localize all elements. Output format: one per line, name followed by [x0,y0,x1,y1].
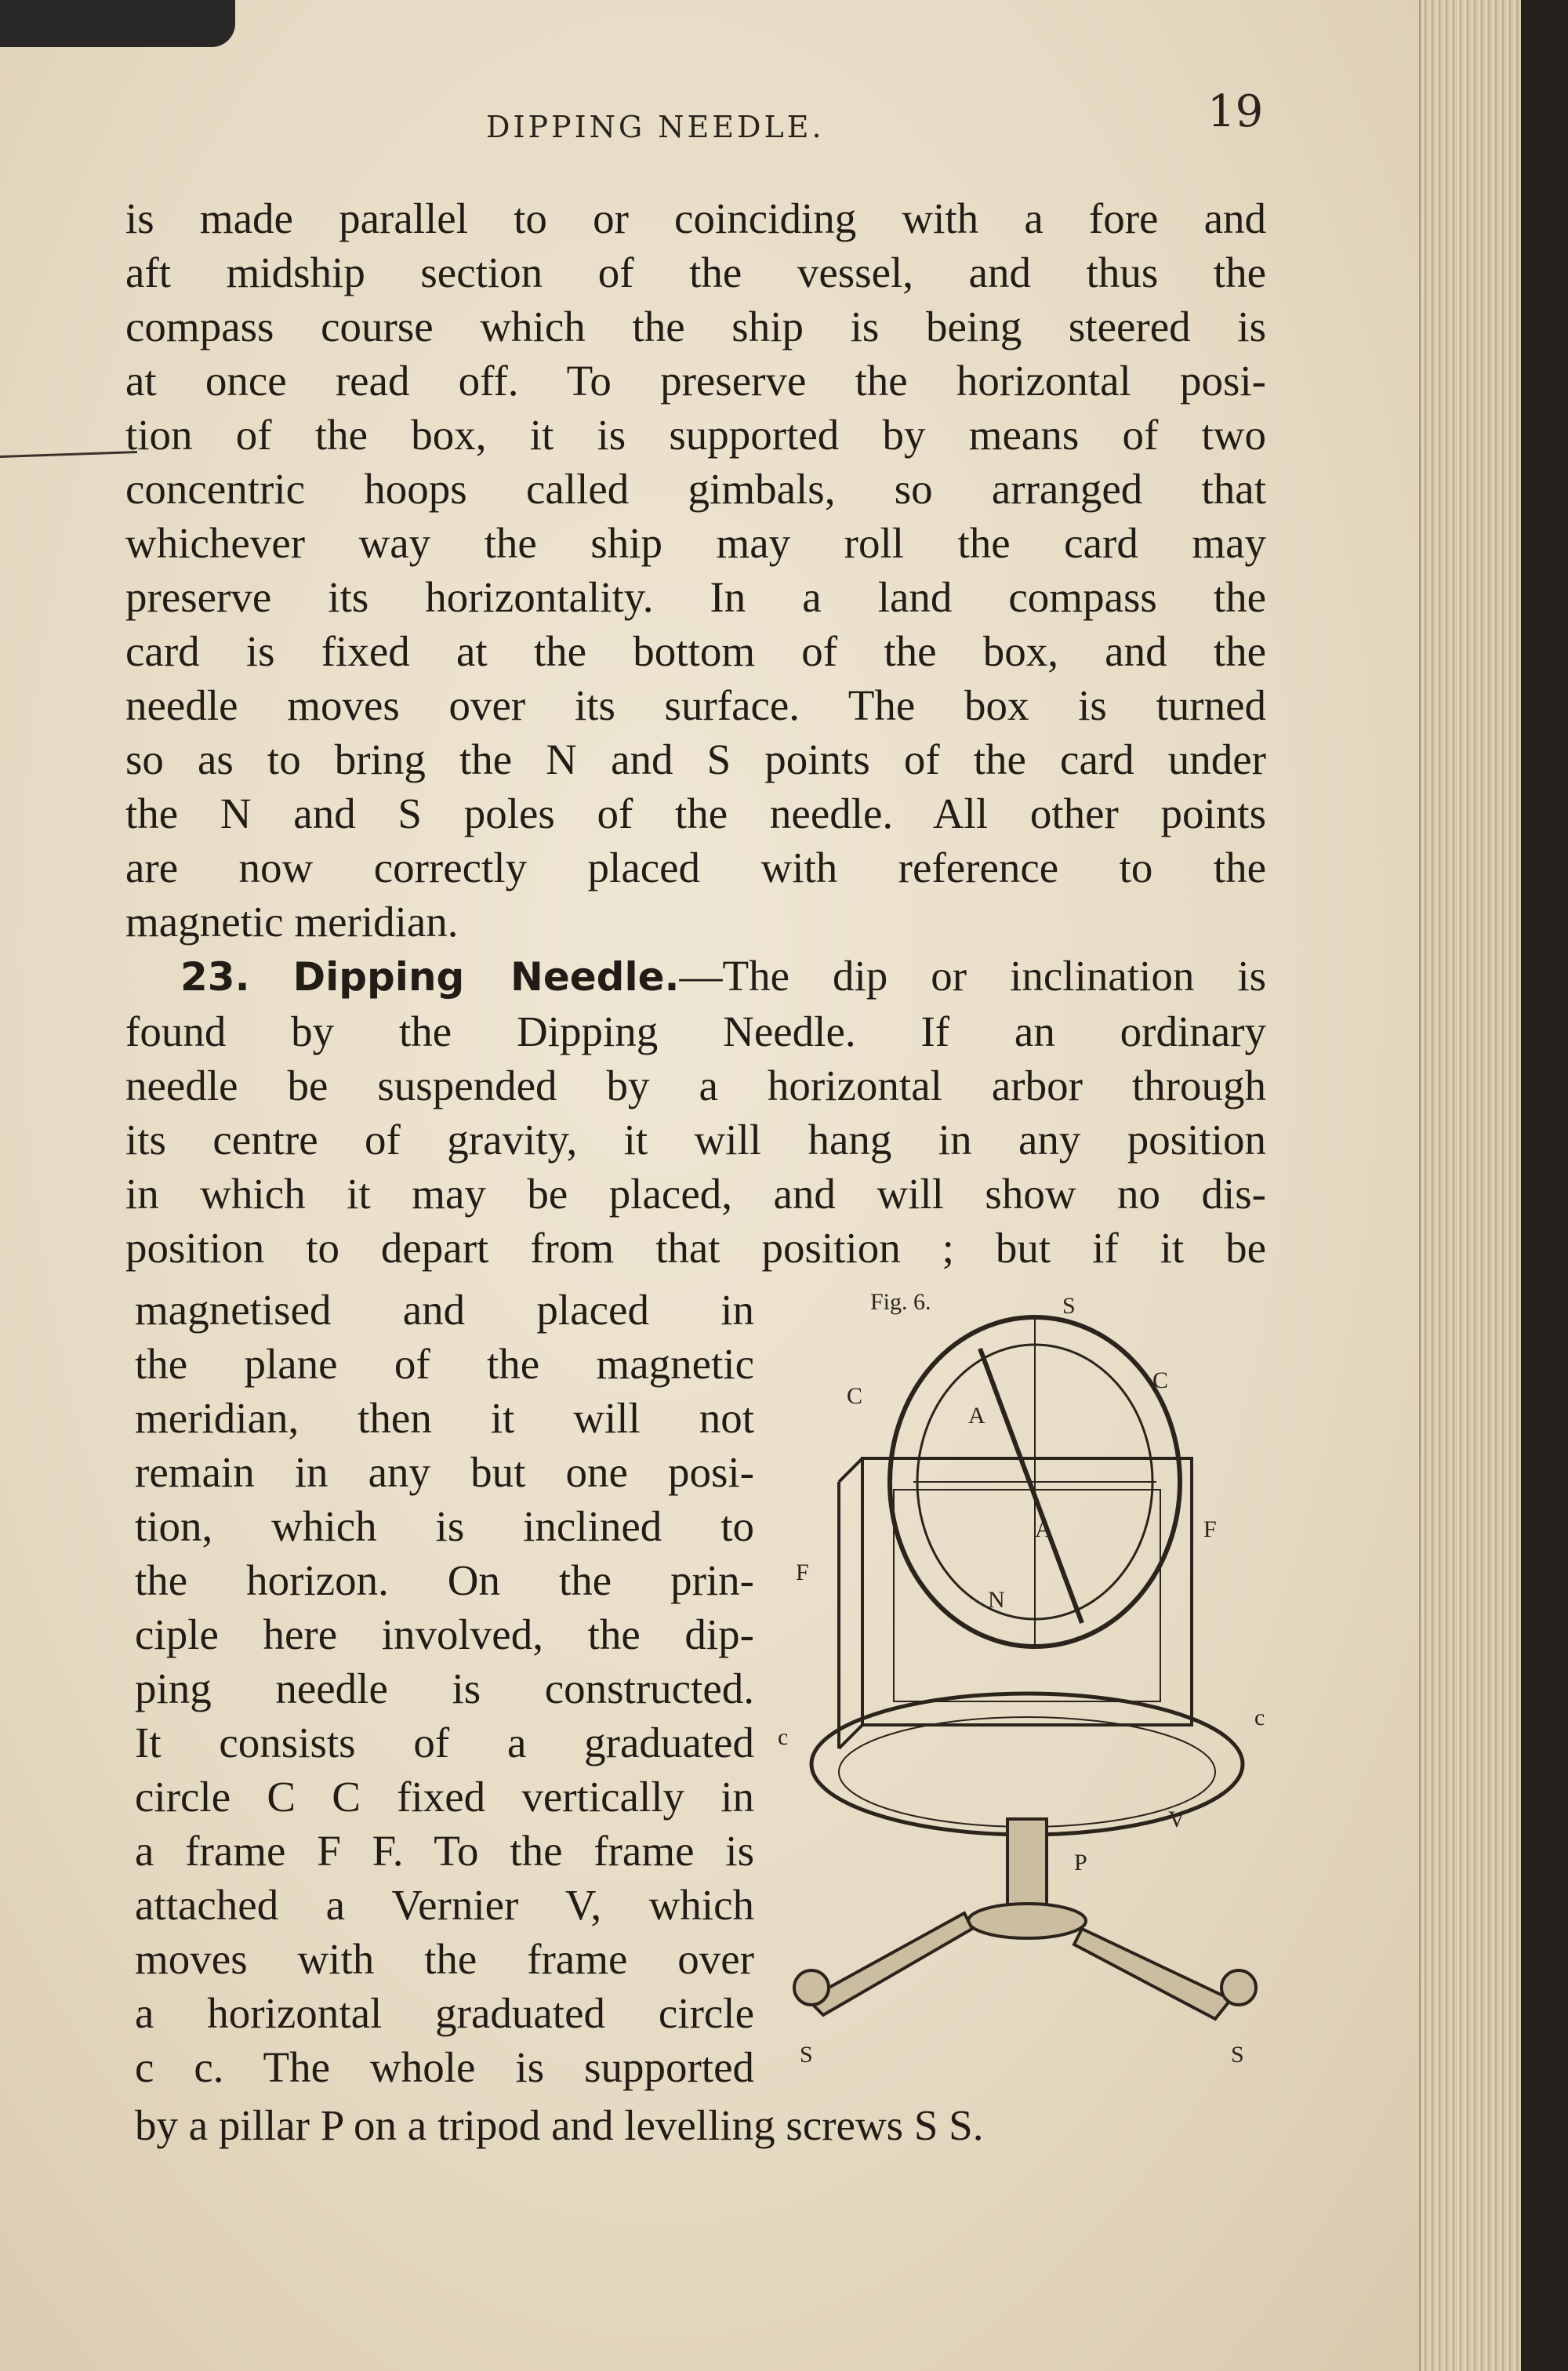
text-line: preserve its horizontality. In a land compass the [125,573,1266,621]
figure-label: F [1203,1516,1217,1542]
text-line: meridian, then it will not [135,1394,754,1442]
figure-label: P [1074,1850,1087,1875]
vertical-graduated-circle [890,1317,1180,1647]
text-line: are now correctly placed with reference to the [125,844,1266,891]
figure-label: C [847,1383,863,1409]
text-line: at once read off. To preserve the horizontal posi- [125,357,1266,405]
section-number: 23. [180,954,250,1000]
text-line: ciple here involved, the dip- [135,1610,754,1658]
figure-label: c [1254,1705,1265,1730]
text-line: the horizon. On the prin- [135,1556,754,1604]
section-heading: Dipping Needle. [292,954,680,1000]
section-first-line: —The dip or inclination is [679,952,1267,1000]
text-line: moves with the frame over [135,1935,754,1983]
section-heading-line [125,949,1266,1004]
text-line: position to depart from that position ; but if it be [125,1224,1266,1272]
text-line: aft midship section of the vessel, and thus the [125,249,1266,296]
text-line: whichever way the ship may roll the card may [125,519,1266,567]
text-line: remain in any but one posi- [135,1448,754,1496]
figure-label: F [796,1559,809,1585]
text-line: ping needle is constructed. [135,1665,754,1712]
text-line: found by the Dipping Needle. If an ordinary [125,1008,1266,1055]
text-line: It consists of a graduated [135,1719,754,1766]
text-line: a frame F F. To the frame is [135,1827,754,1875]
figure-label: A [1035,1516,1052,1542]
figure-label: A [968,1403,985,1429]
text-line: its centre of gravity, it will hang in any position [125,1116,1266,1164]
text-line: c c. The whole is supported [135,2043,754,2091]
wrapped-column [135,1283,754,2094]
figure-label: c [778,1724,789,1750]
text-line: concentric hoops called gimbals, so arranged that [125,465,1266,513]
text-line: is made parallel to or coinciding with a fore and [125,194,1266,242]
text-line: a horizontal graduated circle [135,1989,754,2037]
figure-label: S [800,2042,813,2068]
page-number: 19 [1207,86,1264,137]
figure-label: S [1231,2042,1244,2068]
pillar-and-tripod [794,1819,1256,2019]
figure-label: C [1152,1367,1169,1393]
dipping-needle-figure [776,1278,1294,2078]
text-line: card is fixed at the bottom of the box, and the [125,627,1266,675]
text-line: needle moves over its surface. The box is turned [125,681,1266,729]
text-line: attached a Vernier V, which [135,1881,754,1929]
text-line: in which it may be placed, and will show no dis- [125,1170,1266,1218]
final-line-container [135,2098,1287,2152]
body-paragraph [125,191,1266,1275]
figure-label: N [988,1587,1005,1613]
text-line: magnetic meridian. [125,898,459,946]
figure-label: S [1062,1293,1076,1319]
text-line: by a pillar P on a tripod and levelling screws S S. [135,2101,984,2149]
text-line: tion, which is inclined to [135,1502,754,1550]
book-shadow [1521,0,1568,2371]
text-line: the N and S poles of the needle. All other points [125,790,1266,837]
book-binding [0,0,235,47]
figure-caption: Fig. 6. [870,1289,931,1315]
text-line: compass course which the ship is being steered is [125,303,1266,350]
text-line: so as to bring the N and S points of the card under [125,735,1266,783]
text-line: tion of the box, it is supported by means of two [125,411,1266,459]
figure-label: V [1168,1806,1185,1832]
margin-pencil-mark [0,451,137,458]
text-line: magnetised and placed in [135,1286,754,1334]
text-line: the plane of the magnetic [135,1340,754,1388]
text-line: circle C C fixed vertically in [135,1773,754,1821]
text-line: needle be suspended by a horizontal arbor through [125,1062,1266,1109]
running-header: DIPPING NEEDLE. [486,110,825,144]
